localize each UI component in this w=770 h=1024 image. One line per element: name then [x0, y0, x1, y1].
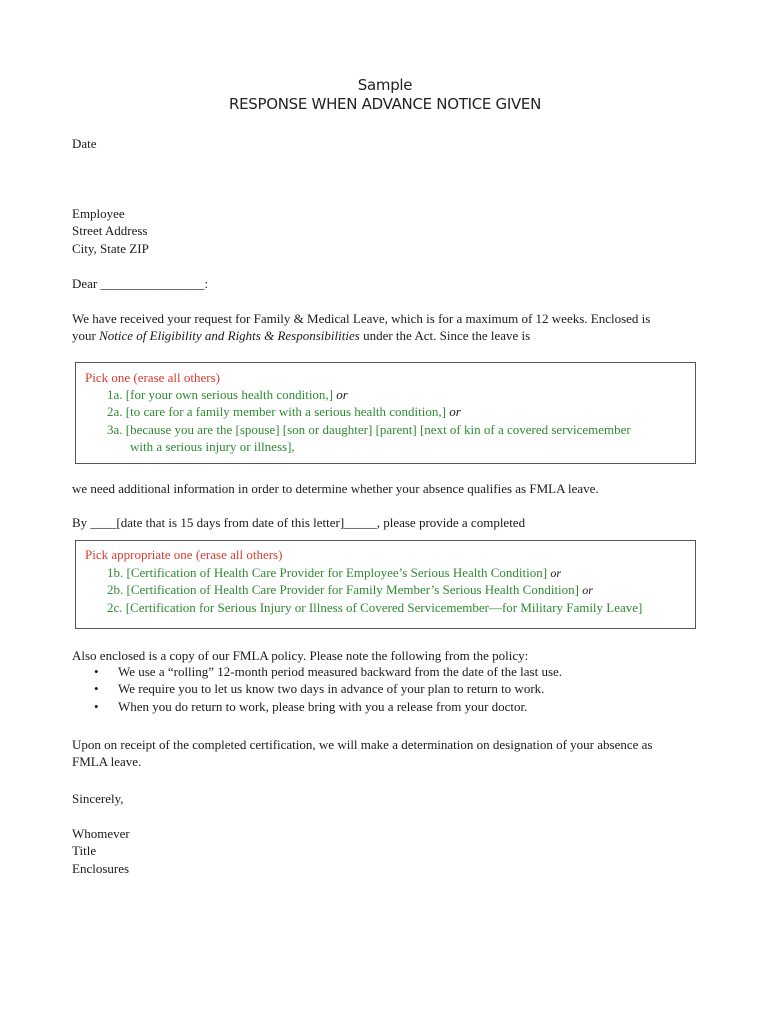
- intro-line-2-post: under the Act. Since the leave is: [359, 328, 531, 343]
- closing-line-2: FMLA leave.: [72, 754, 142, 769]
- option-2b: [107, 582, 593, 598]
- option-2c-text: [Certification for Serious Injury or Illness of Covered Servicemember—for Military Family Leave]: [125, 600, 643, 615]
- option-1a-text: [for your own serious health condition,]: [125, 387, 334, 402]
- pick-appropriate-title: Pick appropriate one (erase all others): [85, 547, 283, 562]
- option-3a-text: [because you are the [spouse] [son or daughter] [parent] [next of kin of a covered servicemember: [125, 422, 631, 437]
- signature-title: Title: [72, 843, 97, 858]
- option-1b-conj: or: [550, 566, 562, 580]
- salutation: Dear ________________:: [72, 276, 209, 291]
- header-title: RESPONSE WHEN ADVANCE NOTICE GIVEN: [228, 95, 542, 113]
- option-1b-num: 1b.: [107, 565, 124, 580]
- address-city: City, State ZIP: [72, 241, 149, 256]
- by-post: , please provide a completed: [376, 515, 526, 530]
- sincerely: Sincerely,: [72, 791, 124, 806]
- pick-one-box: [75, 362, 696, 464]
- option-2a-num: 2a.: [107, 404, 123, 419]
- pick-one-title: Pick one (erase all others): [85, 370, 221, 385]
- header-sample: Sample: [357, 76, 413, 94]
- bullet-3-text: When you do return to work, please bring with you a release from your doctor.: [118, 699, 528, 714]
- bullet-1-text: We use a “rolling” 12-month period measured backward from the date of the last use.: [118, 664, 563, 679]
- option-2b-num: 2b.: [107, 582, 124, 597]
- option-1b-text: [Certification of Health Care Provider for Employee’s Serious Health Condition]: [126, 565, 548, 580]
- policy-intro: Also enclosed is a copy of our FMLA policy. Please note the following from the policy:: [72, 648, 529, 663]
- option-2c: [107, 600, 642, 616]
- bullet-2-text: We require you to let us know two days in advance of your plan to return to work.: [118, 681, 545, 696]
- option-2a: [107, 404, 461, 420]
- option-3a-continuation: with a serious injury or illness],: [130, 439, 295, 454]
- bullet-1-glyph: •: [94, 664, 99, 679]
- option-2a-conj: or: [449, 404, 461, 419]
- pick-appropriate-box: [75, 540, 696, 629]
- address-street: Street Address: [72, 223, 148, 238]
- option-2c-num: 2c.: [107, 600, 123, 615]
- signature-name: Whomever: [72, 826, 130, 841]
- bullet-2-glyph: •: [94, 681, 99, 696]
- option-1b: [107, 565, 561, 581]
- option-2b-conj: or: [582, 583, 593, 597]
- intro-line-2-pre: your: [72, 328, 100, 343]
- option-3a-num: 3a.: [107, 422, 123, 437]
- notice-title: Notice of Eligibility and Rights & Responsibilities: [99, 328, 360, 343]
- bullet-3-glyph: •: [94, 699, 99, 714]
- option-1a-conj: or: [336, 387, 348, 402]
- date-line: Date: [72, 136, 97, 151]
- option-1a: [107, 387, 348, 403]
- by-date-blank: ____[date that is 15 days from date of this letter]_____: [90, 515, 377, 530]
- by-date-line: [72, 514, 525, 531]
- signature-enclosures: Enclosures: [72, 861, 130, 876]
- address-employee: Employee: [72, 206, 125, 221]
- by-pre: By: [72, 515, 91, 530]
- option-3a: [107, 422, 631, 438]
- option-2b-text: [Certification of Health Care Provider for Family Member’s Serious Health Condition]: [126, 582, 579, 597]
- option-1a-num: 1a.: [107, 387, 123, 402]
- intro-line-1: We have received your request for Family & Medical Leave, which is for a maximum of 12 weeks. Enclosed is: [72, 311, 651, 326]
- closing-line-1: Upon on receipt of the completed certification, we will make a determination on designation of your absence as: [72, 737, 653, 752]
- need-info-line: we need additional information in order to determine whether your absence qualifies as FMLA leave.: [72, 481, 599, 496]
- intro-line-2: [72, 327, 530, 344]
- option-2a-text: [to care for a family member with a serious health condition,]: [125, 404, 446, 419]
